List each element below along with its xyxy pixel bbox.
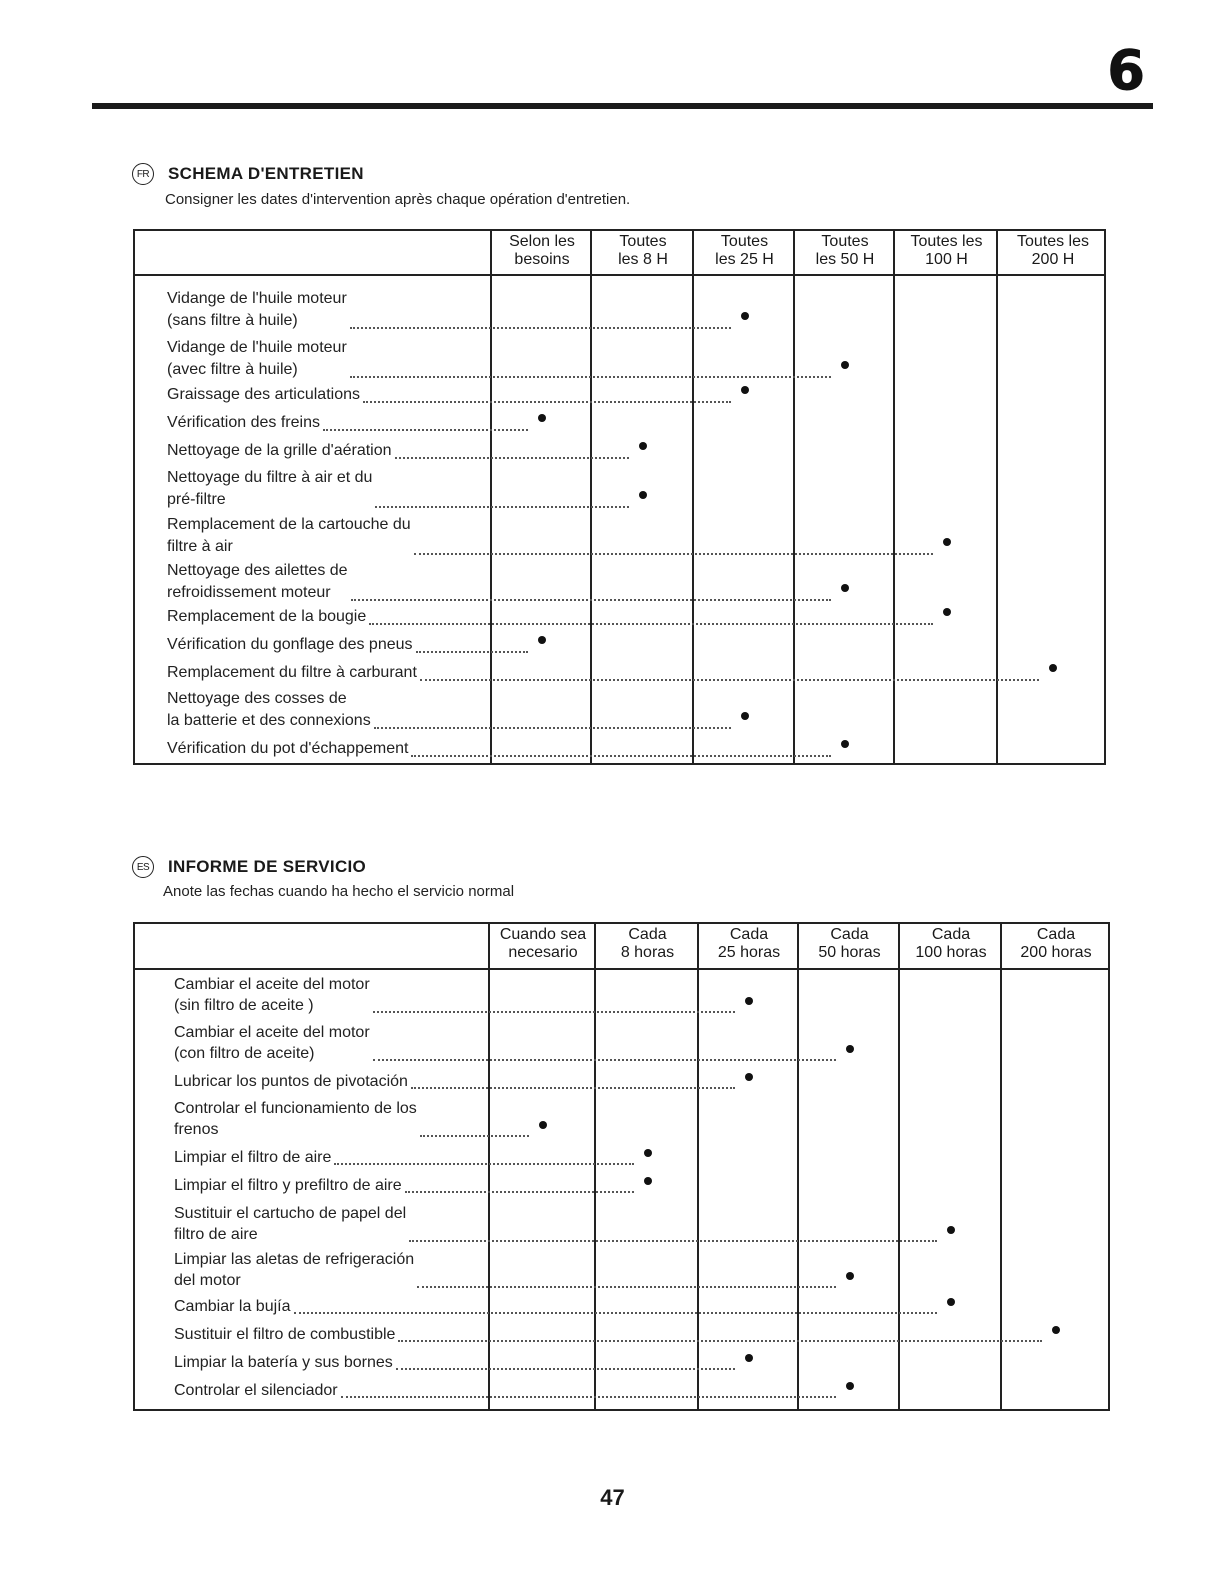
task-label [174,974,370,1016]
task-label [167,738,408,760]
task-label-line: (sans filtre à huile) [167,312,298,329]
dot-leader [411,1087,735,1089]
column-header-line: Selon les [509,233,575,250]
task-label [167,440,392,462]
column-divider [1000,924,1002,1409]
task-label-line: frenos [174,1121,219,1138]
task-label [167,288,347,332]
maintenance-table-es [133,922,1110,1411]
section-header-es [132,856,366,878]
dot-leader [350,327,731,329]
dot-leader [417,1286,835,1288]
task-label [167,560,348,604]
task-label-line: Cambiar el aceite del motor [174,976,370,993]
task-label-line: Limpiar el filtro de aire [174,1149,332,1166]
dot-leader [373,1059,836,1061]
schedule-mark [841,584,849,592]
schedule-mark [841,740,849,748]
column-header-line: necesario [508,944,578,961]
task-label-line: Remplacement de la cartouche du [167,516,411,533]
task-label-line: Sustituir el cartucho de papel del [174,1205,407,1222]
column-header-line: Toutes [821,233,869,250]
dot-leader [416,651,528,653]
task-label-line: Vidange de l'huile moteur [167,339,347,356]
column-header-line: Toutes les [1016,233,1090,250]
task-label-line: Vérification du gonflage des pneus [167,636,413,653]
task-label [174,1175,402,1196]
dot-leader [405,1191,634,1193]
schedule-mark [745,1073,753,1081]
dot-leader [420,679,1039,681]
column-header [795,231,895,269]
schedule-mark [539,1121,547,1129]
dot-leader [369,623,932,625]
dot-leader [395,457,629,459]
task-label [167,514,411,558]
task-label-line: Remplacement du filtre à carburant [167,664,417,681]
column-header-line: 25 horas [717,944,781,961]
schedule-mark [639,491,647,499]
task-label-line: filtro de aire [174,1226,258,1243]
column-header-line: 200 horas [1020,944,1092,961]
task-label [174,1147,331,1168]
column-header-line: les 50 H [815,251,875,268]
dot-leader [375,506,629,508]
task-label-line: refroidissement moteur [167,584,331,601]
dot-leader [396,1368,735,1370]
schedule-mark [943,608,951,616]
schedule-mark [745,997,753,1005]
column-header [895,231,998,269]
schedule-mark [846,1272,854,1280]
column-header [900,924,1002,962]
schedule-mark [644,1149,652,1157]
task-label [167,606,366,628]
column-header [592,231,694,269]
language-badge-es: ES [132,856,154,878]
schedule-mark [943,538,951,546]
section-header-fr [132,163,364,185]
task-label-line: Graissage des articulations [167,386,360,403]
task-label-line: Nettoyage des cosses de [167,690,347,707]
column-divider [898,924,900,1409]
column-header [596,924,699,962]
task-label [167,634,413,656]
column-header-line: 200 H [1031,251,1075,268]
task-label [174,1296,291,1317]
dot-leader [363,401,731,403]
schedule-mark [745,1354,753,1362]
column-divider [590,231,592,763]
task-label-line: Controlar el funcionamiento de los [174,1100,417,1117]
column-header [998,231,1108,269]
schedule-mark [1052,1326,1060,1334]
dot-leader [341,1396,836,1398]
column-header-line: les 8 H [618,251,668,268]
schedule-mark [1049,664,1057,672]
column-header-line: 8 horas [620,944,675,961]
task-label-line: Controlar el silenciador [174,1382,338,1399]
schedule-mark [741,712,749,720]
task-label [174,1380,338,1401]
section-title-fr: SCHEMA D'ENTRETIEN [168,164,364,183]
schedule-mark [644,1177,652,1185]
task-label-line: filtre à air [167,538,233,555]
section-title-es: INFORME DE SERVICIO [168,857,367,876]
maintenance-table-fr [133,229,1106,765]
column-header-line: les 25 H [715,251,774,268]
dot-leader [323,429,528,431]
header-rule [92,103,1153,109]
column-header-line: Toutes [720,233,769,250]
column-header [490,924,596,962]
task-label [174,1352,393,1373]
task-label-line: la batterie et des connexions [167,712,371,729]
task-label-line: Sustituir el filtro de combustible [174,1326,396,1343]
task-label-line: Vidange de l'huile moteur [167,290,347,307]
task-label [167,384,360,406]
task-label [174,1022,370,1064]
column-divider [797,924,799,1409]
schedule-mark [841,361,849,369]
task-label-line: Cambiar la bujía [174,1298,291,1315]
schedule-mark [846,1382,854,1390]
dot-leader [294,1312,938,1314]
column-header-line: Cada [729,926,769,943]
task-label-line: (avec filtre à huile) [167,361,298,378]
column-header-line: 50 horas [818,944,881,961]
section-intro-fr: Consigner les dates d'intervention après chaque opération d'entretien. [165,191,631,208]
chapter-number: 6 [1107,39,1145,102]
task-label-line: Limpiar la batería y sus bornes [174,1354,393,1371]
task-label [174,1249,414,1291]
column-divider [692,231,694,763]
language-badge-fr: FR [132,163,154,185]
dot-leader [351,599,831,601]
task-label [167,688,371,732]
column-divider [594,924,596,1409]
task-label-line: Nettoyage du filtre à air et du [167,469,373,486]
column-header [799,924,900,962]
task-label [174,1098,417,1140]
column-header [699,924,799,962]
task-label-line: del motor [174,1272,241,1289]
task-label [174,1324,395,1345]
task-label-line: Vérification des freins [167,414,320,431]
column-header-line: Cada [628,926,667,943]
schedule-mark [947,1226,955,1234]
task-label-line: Remplacement de la bougie [167,608,367,625]
task-label [167,662,417,684]
dot-leader [373,1011,735,1013]
dot-leader [409,1240,937,1242]
section-intro-es: Anote las fechas cuando ha hecho el servicio normal [163,883,515,900]
column-header-line: Cada [830,926,869,943]
task-label-line: Lubricar los puntos de pivotación [174,1073,408,1090]
task-label-line: Limpiar el filtro y prefiltro de aire [174,1177,402,1194]
column-header-line: 100 horas [915,944,987,961]
column-header [1002,924,1110,962]
task-label-line: Nettoyage des ailettes de [167,562,348,579]
task-label-line: pré-filtre [167,491,226,508]
schedule-mark [741,312,749,320]
column-header-line: Cada [1036,926,1076,943]
task-label-line: Nettoyage de la grille d'aération [167,442,392,459]
task-label [174,1071,408,1092]
dot-leader [414,553,933,555]
dot-leader [411,755,831,757]
column-header-line: besoins [514,251,570,268]
dot-leader [398,1340,1042,1342]
schedule-mark [538,414,546,422]
task-label [167,337,347,381]
column-divider [893,231,895,763]
task-label-line: (sin filtro de aceite ) [174,997,314,1014]
task-label-line: Vérification du pot d'échappement [167,740,409,757]
column-header [694,231,795,269]
task-label [174,1203,406,1245]
column-divider [793,231,795,763]
task-label-line: Cambiar el aceite del motor [174,1024,370,1041]
column-header-line: Toutes [619,233,667,250]
task-label-line: (con filtro de aceite) [174,1045,315,1062]
schedule-mark [947,1298,955,1306]
dot-leader [350,376,831,378]
column-divider [488,924,490,1409]
column-divider [996,231,998,763]
schedule-mark [538,636,546,644]
column-header-line: Toutes les [910,233,983,250]
dot-leader [374,727,731,729]
column-header-line: Cuando sea [499,926,587,943]
schedule-mark [741,386,749,394]
dot-leader [420,1135,529,1137]
column-divider [697,924,699,1409]
column-header [492,231,592,269]
column-divider [490,231,492,763]
schedule-mark [846,1045,854,1053]
column-header-line: 100 H [925,251,968,268]
task-label [167,467,372,511]
dot-leader [334,1163,633,1165]
page-number: 47 [600,1485,625,1510]
column-header-line: Cada [931,926,971,943]
schedule-mark [639,442,647,450]
task-label-line: Limpiar las aletas de refrigeración [174,1251,415,1268]
task-label [167,412,320,434]
